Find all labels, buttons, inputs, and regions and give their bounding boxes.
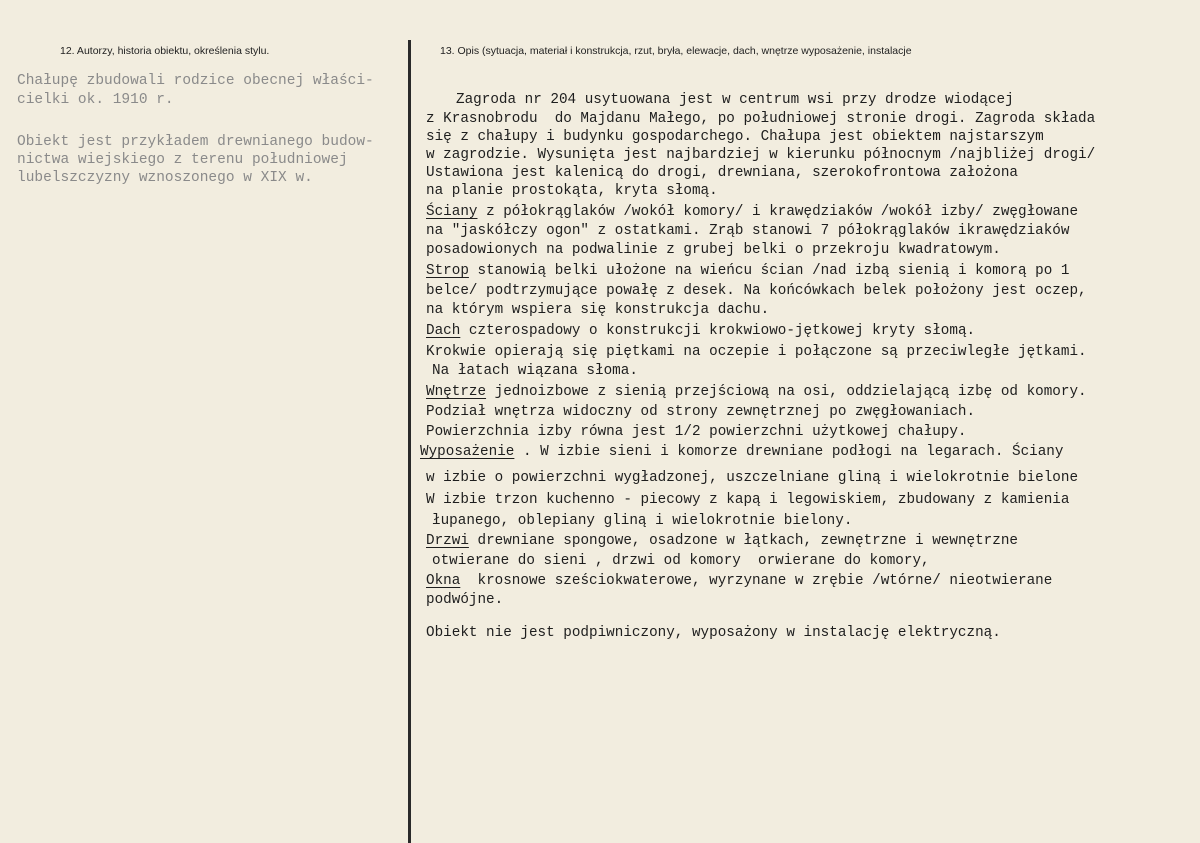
left-text-line: cielki ok. 1910 r. [17, 92, 174, 108]
description-line: w zagrodzie. Wysunięta jest najbardziej w kierunku północnym /najbliżej drogi/ [426, 147, 1096, 163]
description-line: otwierane do sieni , drzwi od komory orwierane do komory, [432, 553, 930, 569]
description-line: Okna krosnowe sześciokwaterowe, wyrzynane w zrębie /wtórne/ nieotwierane [426, 573, 1053, 589]
description-line: Podział wnętrza widoczny od strony zewnętrznej po zwęgłowaniach. [426, 404, 976, 420]
description-line: Wyposażenie . W izbie sieni i komorze drewniane podłogi na legarach. Ściany [420, 444, 1064, 460]
description-line: Krokwie opierają się piętkami na oczepie i połączone są przeciwległe jętkami. [426, 344, 1087, 360]
description-line: Drzwi drewniane spongowe, osadzone w łątkach, zewnętrzne i wewnętrzne [426, 533, 1018, 549]
description-line: łupanego, oblepiany gliną i wielokrotnie bielony. [432, 513, 853, 529]
column-divider [408, 40, 411, 843]
description-line: Ściany z półokrąglaków /wokół komory/ i krawędziaków /wokół izby/ zwęgłowane [426, 204, 1079, 220]
description-line: Powierzchnia izby równa jest 1/2 powierzchni użytkowej chałupy. [426, 424, 967, 440]
description-line: z Krasnobrodu do Majdanu Małego, po południowej stronie drogi. Zagroda składa [426, 111, 1096, 127]
section-13-heading: 13. Opis (sytuacja, materiał i konstrukcja, rzut, bryła, elewacje, dach, wnętrze wyposażenie, instalacje [440, 45, 912, 57]
description-line: się z chałupy i budynku gospodarchego. Chałupa jest obiektem najstarszym [426, 129, 1044, 145]
description-line: w izbie o powierzchni wygładzonej, uszczelniane gliną i wielokrotnie bielone [426, 470, 1079, 486]
description-line: Zagroda nr 204 usytuowana jest w centrum wsi przy drodze wiodącej [456, 92, 1014, 108]
left-text-line: lubelszczyzny wznoszonego w XIX w. [17, 170, 313, 186]
left-text-line: Obiekt jest przykładem drewnianego budow- [17, 134, 374, 150]
description-line: W izbie trzon kuchenno - piecowy z kapą i legowiskiem, zbudowany z kamienia [426, 492, 1070, 508]
description-line: Na łatach wiązana słoma. [432, 363, 638, 379]
description-line: Wnętrze jednoizbowe z sienią przejściową na osi, oddzielającą izbę od komory. [426, 384, 1087, 400]
left-text-line: Chałupę zbudowali rodzice obecnej właści- [17, 73, 374, 89]
description-line: Obiekt nie jest podpiwniczony, wyposażony w instalację elektryczną. [426, 625, 1001, 641]
description-line: belce/ podtrzymujące powałę z desek. Na końcówkach belek położony jest oczep, [426, 283, 1087, 299]
left-text-line: nictwa wiejskiego z terenu południowej [17, 152, 348, 168]
description-line: na "jaskółczy ogon" z ostatkami. Zrąb stanowi 7 półokrąglaków ikrawędziaków [426, 223, 1070, 239]
description-line: Dach czterospadowy o konstrukcji krokwiowo-jętkowej kryty słomą. [426, 323, 976, 339]
description-line: podwójne. [426, 592, 504, 608]
description-line: Ustawiona jest kalenicą do drogi, drewniana, szerokofrontowa założona [426, 165, 1018, 181]
section-12-heading: 12. Autorzy, historia obiektu, określenia stylu. [60, 45, 270, 57]
description-line: Strop stanowią belki ułożone na wieńcu ścian /nad izbą sienią i komorą po 1 [426, 263, 1070, 279]
description-line: posadowionych na podwalinie z grubej belki o przekroju kwadratowym. [426, 242, 1001, 258]
description-line: na którym wspiera się konstrukcja dachu. [426, 302, 770, 318]
description-line: na planie prostokąta, kryta słomą. [426, 183, 718, 199]
